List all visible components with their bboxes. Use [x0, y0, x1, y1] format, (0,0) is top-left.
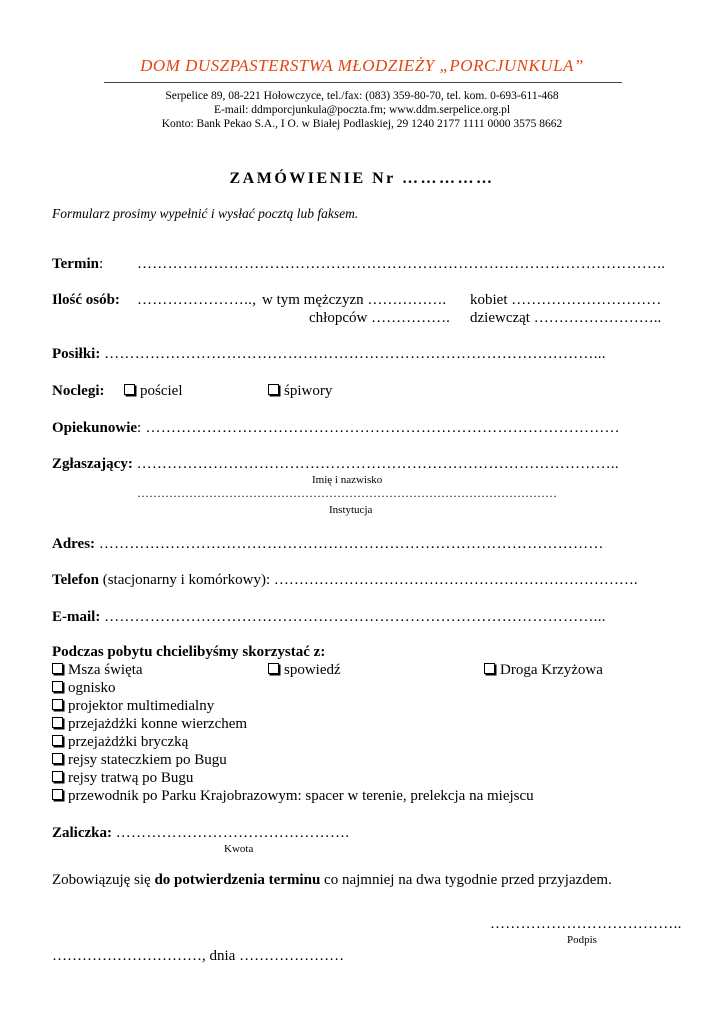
service-option-przewodnik[interactable]	[52, 788, 534, 805]
osoby-total-field[interactable]: …………………..,	[137, 292, 257, 308]
services-heading: Podczas pobytu chcielibyśmy skorzystać z:	[52, 644, 326, 660]
amount-caption: Kwota	[224, 843, 254, 855]
service-option-label: rejsy stateczkiem po Bugu	[68, 752, 227, 768]
order-title: ZAMÓWIENIE Nr ……………	[229, 170, 495, 187]
zaliczka-label: Zaliczka:	[52, 825, 112, 841]
checkbox-icon[interactable]	[268, 384, 279, 395]
posilki-label: Posiłki:	[52, 346, 101, 362]
service-option-label: przewodnik po Parku Krajobrazowym: spacer w terenie, prelekcja na miejscu	[68, 788, 534, 804]
service-option-droga[interactable]	[484, 662, 603, 679]
opiekunowie-row[interactable]	[52, 420, 620, 437]
termin-label: Termin	[52, 256, 99, 272]
service-option-stateczek[interactable]	[52, 752, 227, 769]
termin-field[interactable]: …………………………………………………………………………………………..	[137, 256, 666, 272]
institution-caption: Instytucja	[329, 504, 373, 516]
checkbox-icon[interactable]	[268, 663, 279, 674]
signature-caption: Podpis	[567, 934, 597, 946]
zglaszajacy-label: Zgłaszający:	[52, 456, 133, 472]
adres-row[interactable]	[52, 536, 604, 553]
service-option-konne[interactable]	[52, 716, 247, 733]
service-option-ognisko[interactable]	[52, 680, 116, 697]
service-option-label: projektor multimedialny	[68, 698, 215, 714]
posilki-row[interactable]	[52, 346, 606, 363]
service-option-label: spowiedź	[284, 662, 341, 678]
opiekunowie-field[interactable]: : …………………………………………………………………………………	[137, 420, 620, 436]
commitment-text: Zobowiązuję się	[52, 872, 151, 888]
institution-address: Serpelice 89, 08-221 Hołowczyce, tel./fax: (083) 359-80-70, tel. kom. 0-693-611-468	[165, 90, 559, 102]
women-field[interactable]: kobiet …………………………	[470, 292, 662, 308]
checkbox-icon[interactable]	[52, 663, 63, 674]
service-option-label: przejażdżki bryczką	[68, 734, 189, 750]
service-option-tratwa[interactable]	[52, 770, 193, 787]
email-label: E-mail:	[52, 609, 101, 625]
noclegi-label: Noclegi:	[52, 383, 105, 399]
checkbox-icon[interactable]	[52, 681, 63, 692]
telefon-label: Telefon	[52, 572, 99, 588]
name-caption: Imię i nazwisko	[312, 474, 383, 486]
checkbox-icon[interactable]	[484, 663, 495, 674]
instytucja-field[interactable]: ……………………………………………………………………………………………	[137, 486, 557, 500]
institution-email: E-mail: ddmporcjunkula@poczta.fm; www.ddm.serpelice.org.pl	[213, 104, 511, 116]
email-field[interactable]: ……………………………………………………………………………………...	[104, 609, 606, 625]
checkbox-icon[interactable]	[52, 771, 63, 782]
service-option-label: ognisko	[68, 680, 116, 696]
service-option-label: Msza święta	[68, 662, 143, 678]
checkbox-icon[interactable]	[52, 789, 63, 800]
termin-row[interactable]	[52, 256, 103, 273]
osoby-label: Ilość osób:	[52, 292, 120, 308]
termin-colon: :	[98, 256, 104, 272]
telefon-row[interactable]	[52, 572, 638, 589]
institution-title: DOM DUSZPASTERSTWA MŁODZIEŻY „PORCJUNKULA”	[140, 56, 584, 75]
noclegi-option-label: pościel	[140, 383, 183, 399]
place-date-field[interactable]: …………………………, dnia …………………	[52, 948, 345, 964]
noclegi-option-spiwory[interactable]	[268, 383, 332, 400]
service-option-msza[interactable]	[52, 662, 143, 679]
adres-field[interactable]: ………………………………………………………………………………………	[98, 536, 604, 552]
girls-field[interactable]: dziewcząt ……………………..	[470, 310, 662, 326]
checkbox-icon[interactable]	[52, 717, 63, 728]
zaliczka-row[interactable]	[52, 825, 349, 842]
zglaszajacy-field[interactable]: …………………………………………………………………………………..	[136, 456, 619, 472]
checkbox-icon[interactable]	[52, 699, 63, 710]
noclegi-option-posciel[interactable]	[124, 383, 183, 400]
service-option-bryczka[interactable]	[52, 734, 188, 751]
commitment-emphasis: do potwierdzenia terminu	[154, 872, 321, 888]
header-divider	[104, 82, 622, 83]
zaliczka-field[interactable]: ……………………………………….	[115, 825, 350, 841]
service-option-projektor[interactable]	[52, 698, 214, 715]
service-option-label: przejażdżki konne wierzchem	[68, 716, 248, 732]
checkbox-icon[interactable]	[124, 384, 135, 395]
email-row[interactable]	[52, 609, 606, 626]
checkbox-icon[interactable]	[52, 735, 63, 746]
zglaszajacy-row[interactable]	[52, 456, 619, 473]
men-field[interactable]: w tym mężczyzn …………….	[262, 292, 447, 308]
service-option-label: rejsy tratwą po Bugu	[68, 770, 194, 786]
commitment-statement	[52, 872, 612, 889]
boys-field[interactable]: chłopców …………….	[309, 310, 450, 326]
opiekunowie-label: Opiekunowie	[52, 420, 138, 436]
service-option-spowiedz[interactable]	[268, 662, 341, 679]
commitment-text-end: co najmniej na dwa tygodnie przed przyjazdem.	[324, 872, 612, 888]
telefon-field[interactable]: (stacjonarny i komórkowy): ……………………………………………………………….	[102, 572, 638, 588]
noclegi-option-label: śpiwory	[284, 383, 333, 399]
form-instruction: Formularz prosimy wypełnić i wysłać pocztą lub faksem.	[52, 206, 359, 221]
posilki-field[interactable]: ……………………………………………………………………………………...	[104, 346, 606, 362]
signature-field[interactable]: ………………………………..	[490, 916, 682, 932]
checkbox-icon[interactable]	[52, 753, 63, 764]
adres-label: Adres:	[52, 536, 96, 552]
service-option-label: Droga Krzyżowa	[500, 662, 603, 678]
institution-account: Konto: Bank Pekao S.A., I O. w Białej Podlaskiej, 29 1240 2177 1111 0000 3575 8662	[161, 118, 563, 130]
